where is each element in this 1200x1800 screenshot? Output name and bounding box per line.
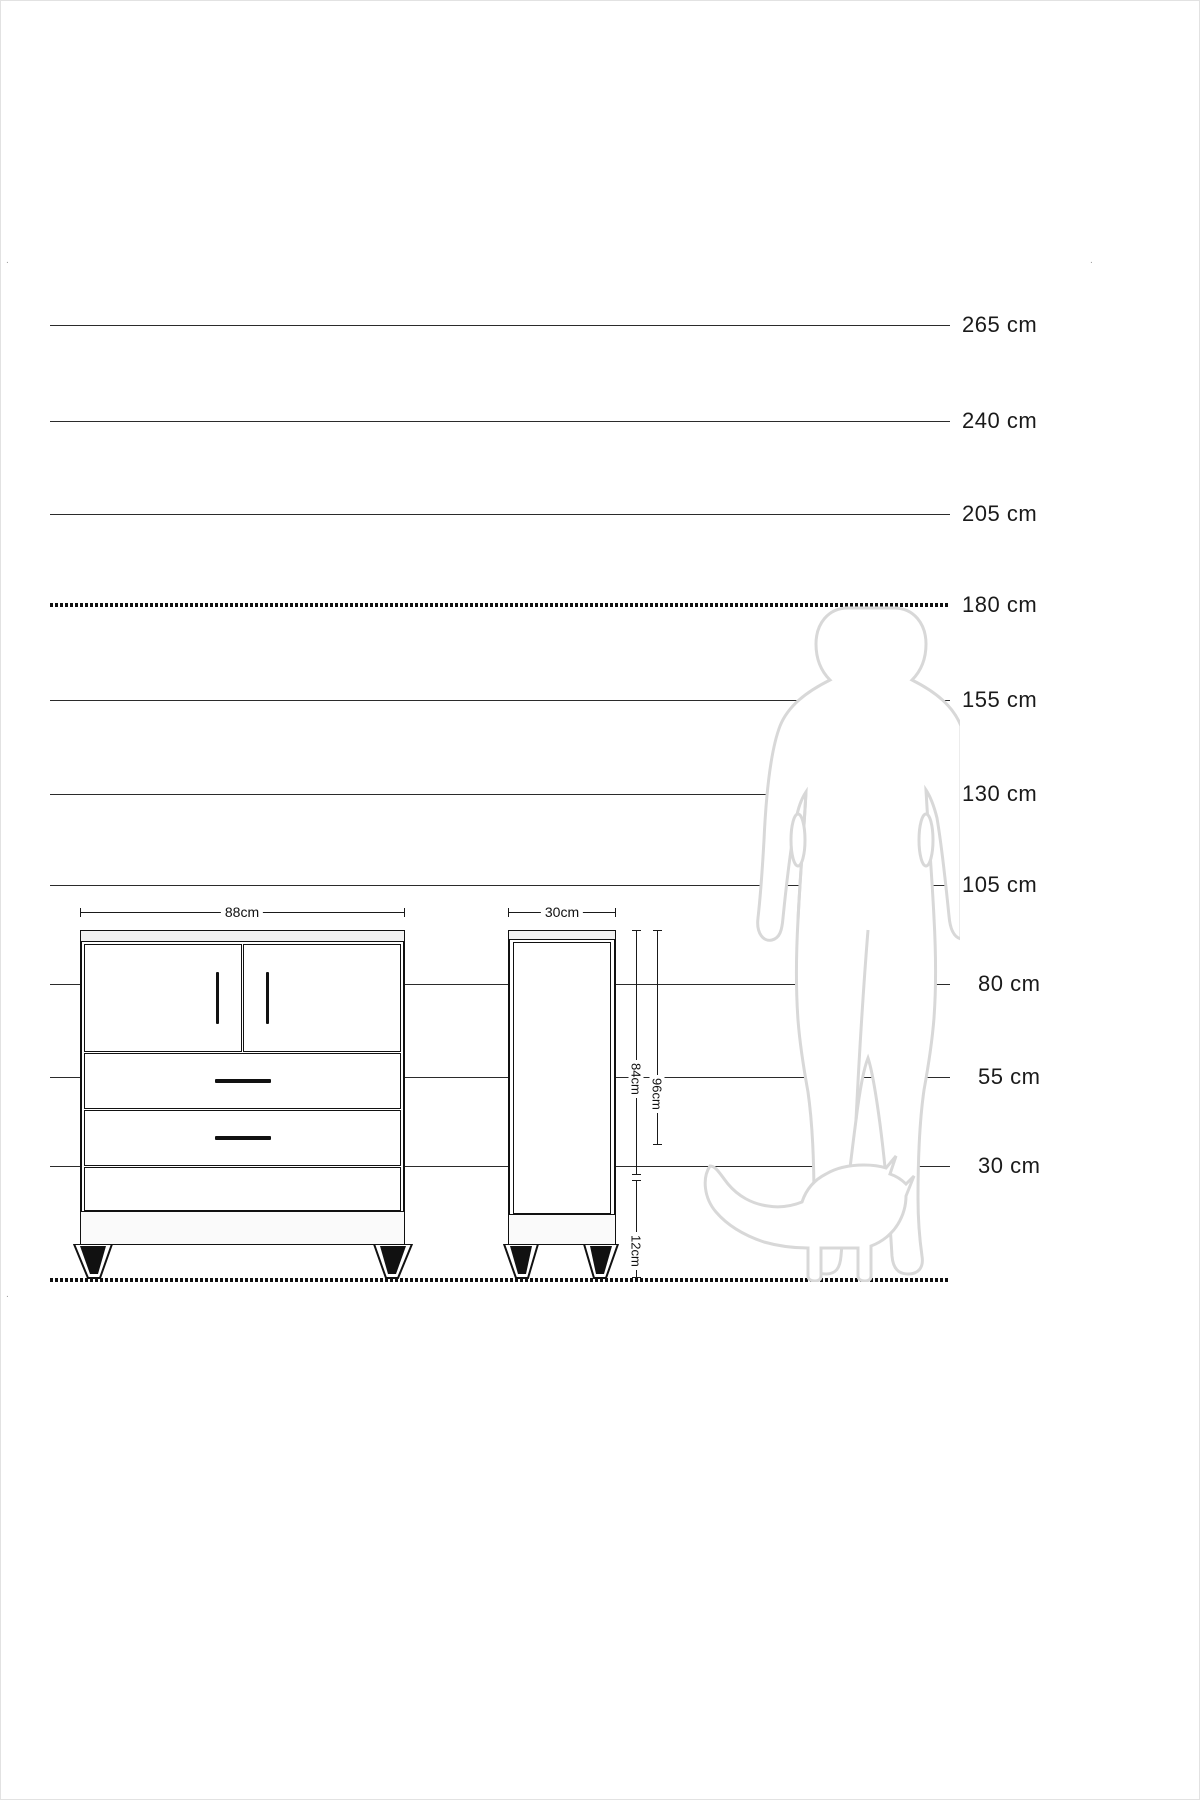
- scale-label-105: 105 cm: [962, 872, 1038, 897]
- dimension-label-96: 96cm: [650, 1075, 665, 1113]
- corner-tick-bottom-left: .: [6, 1289, 9, 1300]
- tall-cabinet-leg-left: [502, 1244, 548, 1280]
- scale-label-180: 180 cm: [962, 592, 1038, 617]
- cabinet-drawer-lower-handle: [215, 1136, 271, 1140]
- cabinet-base-rail: [84, 1167, 401, 1211]
- cabinet-leg-right: [362, 1244, 414, 1280]
- corner-tick-top-right: .: [1090, 255, 1093, 266]
- tall-cabinet-door: [513, 942, 611, 1214]
- dimension-label-84: 84cm: [629, 1060, 644, 1098]
- cabinet-door-right-handle: [266, 972, 269, 1024]
- scale-label-205: 205 cm: [962, 501, 1038, 526]
- tall-cabinet-leg-right: [574, 1244, 620, 1280]
- scale-label-155: 155 cm: [962, 687, 1038, 712]
- cabinet-door-left-handle: [216, 972, 219, 1024]
- dimension-line-84: [636, 930, 637, 1175]
- scale-label-55: 55 cm: [978, 1064, 1041, 1089]
- scale-label-30: 30 cm: [978, 1153, 1041, 1178]
- cabinet-leg-left: [72, 1244, 124, 1280]
- scale-line-205: [50, 514, 950, 515]
- scale-line-265: [50, 325, 950, 326]
- cabinet-top-panel: [80, 930, 405, 942]
- corner-tick-top-left: .: [6, 255, 9, 266]
- scale-label-265: 265 cm: [962, 312, 1038, 337]
- tall-cabinet-top-panel: [508, 930, 616, 940]
- tall-cabinet-bottom-panel: [508, 1214, 616, 1245]
- scale-label-240: 240 cm: [962, 408, 1038, 433]
- dimension-label-12: 12cm: [629, 1232, 644, 1270]
- scale-line-240: [50, 421, 950, 422]
- cabinet-drawer-upper-handle: [215, 1079, 271, 1083]
- dimension-label-side-unit-width: 30cm: [541, 904, 583, 920]
- cat-silhouette: [700, 1150, 930, 1282]
- scale-label-130: 130 cm: [962, 781, 1038, 806]
- dimension-label-cabinet-width: 88cm: [221, 904, 263, 920]
- cabinet-bottom-panel: [80, 1211, 405, 1245]
- scale-label-80: 80 cm: [978, 971, 1041, 996]
